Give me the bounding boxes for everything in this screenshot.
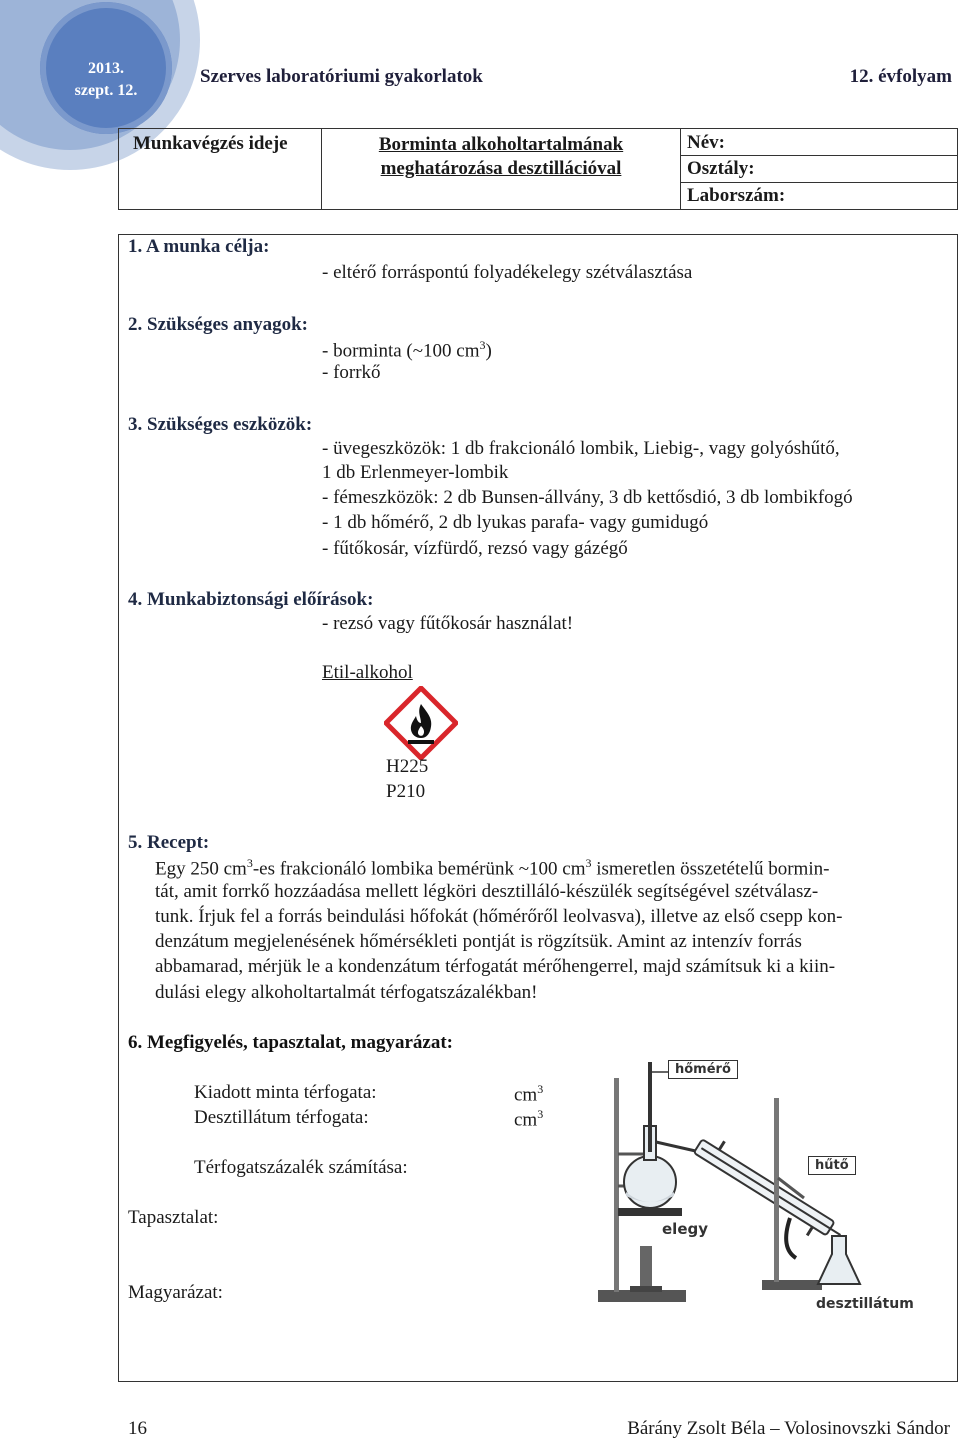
footer-authors: Bárány Zsolt Béla – Volosinovszki Sándor xyxy=(627,1418,950,1439)
sample-volume-label: Kiadott minta térfogata: xyxy=(194,1082,377,1103)
recipe-line-5: abbamarad, mérjük le a kondenzátum térfogatát mérőhengerrel, majd számítsuk ki a kiin- xyxy=(155,956,836,977)
section-4-title: 4. Munkabiztonsági előírások: xyxy=(128,589,374,610)
section-3-item-1b: 1 db Erlenmeyer-lombik xyxy=(322,462,509,483)
explanation-label: Magyarázat: xyxy=(128,1282,223,1303)
class-field-label: Osztály: xyxy=(687,158,755,179)
section-3-item-1a: - üvegeszközök: 1 db frakcionáló lombik, Liebig-, vagy golyóshűtő, xyxy=(322,438,840,459)
section-1-title: 1. A munka célja: xyxy=(128,236,270,257)
substance-name: Etil-alkohol xyxy=(322,662,413,683)
label-thermometer: hőmérő xyxy=(668,1060,738,1079)
section-2-title: 2. Szükséges anyagok: xyxy=(128,314,308,335)
section-2-item-1: - borminta (~100 $cm^3$) xyxy=(322,338,492,362)
section-3-title: 3. Szükséges eszközök: xyxy=(128,414,313,435)
recipe-line-4: denzátum megjelenésének hőmérsékleti pontját is rögzítsük. Amint az intenzív forrás xyxy=(155,931,802,952)
recipe-line-3: tunk. Írjuk fel a forrás beindulási hőfokát (hőmérőről leolvasva), illetve az első csepp kon- xyxy=(155,906,843,927)
distillate-volume-label: Desztillátum térfogata: xyxy=(194,1107,369,1128)
precautionary-statement: P210 xyxy=(386,781,426,802)
recipe-line-2: tát, amit forrkő hozzáadása mellett légköri desztilláló-készülék segítségével szétválasz- xyxy=(155,881,819,902)
section-6-title: 6. Megfigyelés, tapasztalat, magyarázat: xyxy=(128,1032,454,1053)
section-1-item: - eltérő forráspontú folyadékelegy szétválasztása xyxy=(322,262,693,283)
hazard-statement: H225 xyxy=(386,756,429,777)
section-3-item-2: - fémeszközök: 2 db Bunsen-állvány, 3 db kettősdió, 3 db lombikfogó xyxy=(322,487,853,508)
page-number: 16 xyxy=(128,1418,147,1439)
label-mixture: elegy xyxy=(662,1220,709,1238)
distillate-volume-unit: $cm^3$ xyxy=(514,1107,544,1131)
name-field-label: Név: xyxy=(687,132,725,153)
task-title-line1: Borminta alkoholtartalmának xyxy=(378,134,624,155)
section-2-item-2: - forrkő xyxy=(322,362,381,383)
section-5-title: 5. Recept: xyxy=(128,832,210,853)
date-day: szept. 12. xyxy=(74,82,138,99)
info-table xyxy=(118,128,958,210)
task-title-line2: meghatározása desztillációval xyxy=(380,158,622,179)
section-3-item-4: - fűtőkosár, vízfürdő, rezsó vagy gázégő xyxy=(322,538,628,559)
header-title: Szerves laboratóriumi gyakorlatok xyxy=(200,66,483,87)
label-condenser: hűtő xyxy=(808,1156,856,1175)
header-grade: 12. évfolyam xyxy=(849,66,952,87)
flame-icon xyxy=(384,686,458,760)
recipe-line-6: dulási elegy alkoholtartalmát térfogatszázalékban! xyxy=(155,982,538,1003)
distillation-apparatus-figure xyxy=(570,1058,922,1320)
label-distillate: desztillátum xyxy=(816,1296,914,1312)
work-time-label: Munkavégzés ideje xyxy=(133,133,288,154)
recipe-line-1: Egy 250 $cm^3-es$ frakcionáló lombika bemérünk ~100 $cm^3$ ismeretlen összetételű bormin- xyxy=(155,856,830,880)
sample-volume-unit: $cm^3$ xyxy=(514,1082,544,1106)
section-3-item-3: - 1 db hőmérő, 2 db lyukas parafa- vagy gumidugó xyxy=(322,512,709,533)
date-year: 2013. xyxy=(88,60,124,77)
lab-number-label: Laborszám: xyxy=(687,185,786,206)
percentage-calc-label: Térfogatszázalék számítása: xyxy=(194,1157,408,1178)
observation-label: Tapasztalat: xyxy=(128,1207,219,1228)
section-4-item: - rezsó vagy fűtőkosár használat! xyxy=(322,613,574,634)
